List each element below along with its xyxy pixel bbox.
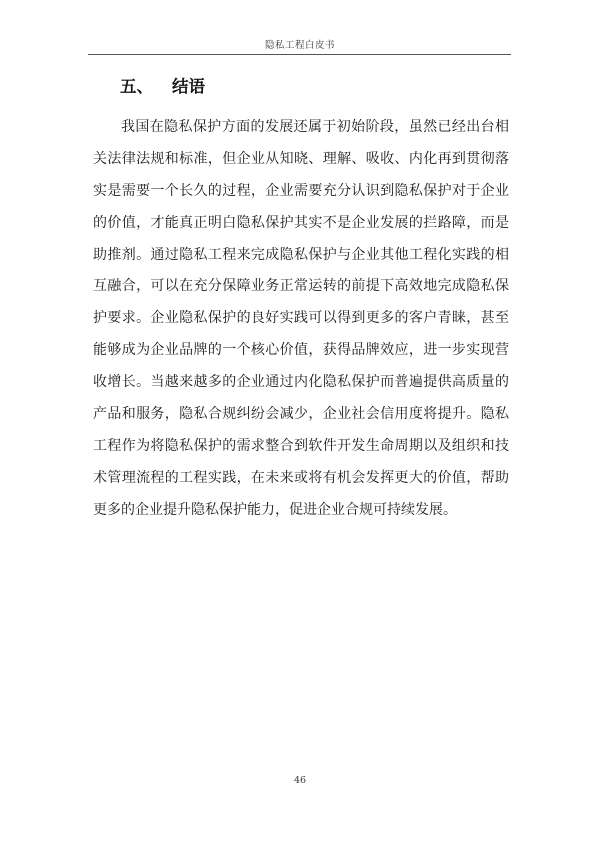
paragraph-line: 实是需要一个长久的过程，企业需要充分认识到隐私保护对于企业: [93, 182, 509, 199]
header-divider: [88, 54, 511, 55]
paragraph-line: 收增长。当越来越多的企业通过内化隐私保护而普遍提供高质量的: [93, 374, 509, 391]
paragraph-line: 关法律法规和标准，但企业从知晓、理解、吸收、内化再到贯彻落: [93, 150, 509, 167]
paragraph-line: 术管理流程的工程实践，在未来或将有机会发挥更大的价值，帮助: [93, 469, 509, 486]
paragraph-line: 助推剂。通过隐私工程来完成隐私保护与企业其他工程化实践的相: [93, 246, 509, 263]
paragraph-line: 工程作为将隐私保护的需求整合到软件开发生命周期以及组织和技: [93, 437, 509, 454]
paragraph-line: 更多的企业提升隐私保护能力，促进企业合规可持续发展。: [93, 501, 457, 518]
page-header-title: 隐私工程白皮书: [264, 40, 335, 51]
paragraph-line: 我国在隐私保护方面的发展还属于初始阶段，虽然已经出台相: [121, 119, 509, 135]
conclusion-paragraph: [93, 112, 509, 527]
paragraph-line: 互融合，可以在充分保障业务正常运转的前提下高效地完成隐私保: [93, 278, 509, 295]
paragraph-line: 产品和服务，隐私合规纠纷会减少，企业社会信用度将提升。隐私: [93, 406, 509, 423]
paragraph-line: 的价值，才能真正明白隐私保护其实不是企业发展的拦路障，而是: [93, 214, 509, 231]
section-number: 五、: [120, 77, 153, 96]
section-title: 结语: [172, 77, 205, 96]
paragraph-line: 护要求。企业隐私保护的良好实践可以得到更多的客户青睐，甚至: [93, 310, 509, 327]
paragraph-line: 能够成为企业品牌的一个核心价值，获得品牌效应，进一步实现营: [93, 342, 509, 359]
page-number: 46: [293, 775, 307, 786]
section-heading: [120, 73, 205, 97]
